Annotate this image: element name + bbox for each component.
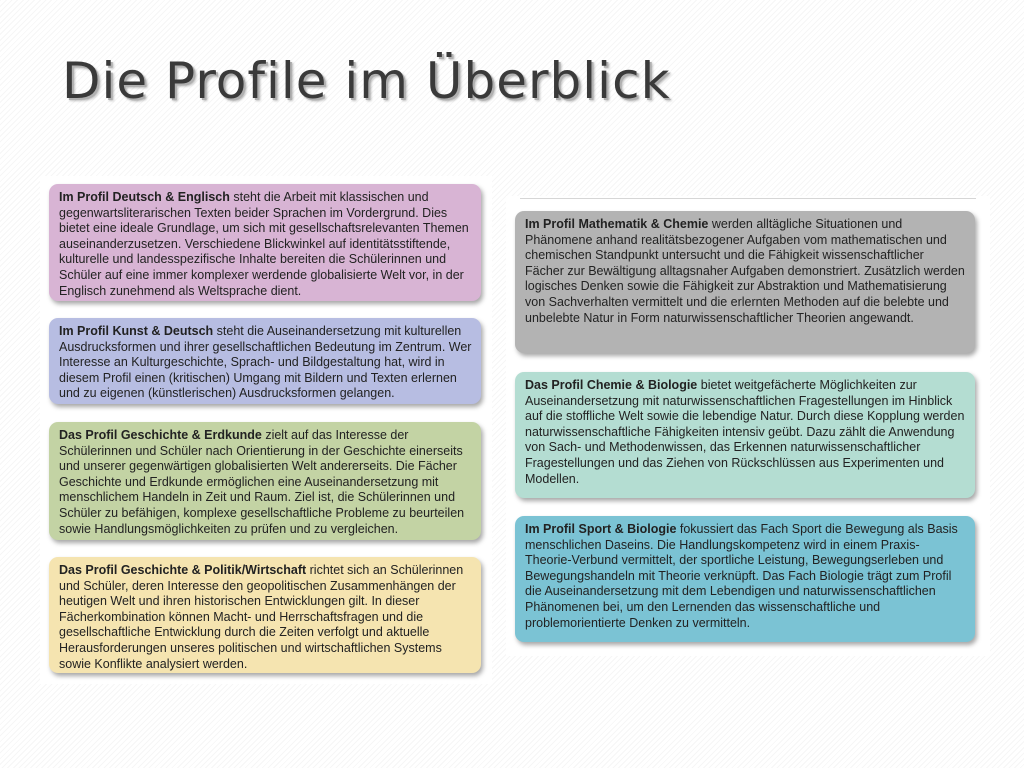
profile-description bbox=[59, 190, 472, 299]
profile-description bbox=[59, 428, 472, 537]
profile-box-geschichte-erdkunde bbox=[49, 422, 481, 540]
column-divider bbox=[520, 198, 976, 199]
profile-heading: Das Profil Geschichte & Erdkunde bbox=[59, 428, 262, 442]
profile-text: zielt auf das Interesse der Schülerinnen und Schüler nach Orientierung in der Geschichte einerseits und unserer gegenwärtigen globalisierten Welt andererseits. Die Fächer Geschichte und Erdkunde ermöglichen eine Auseinandersetzung mit menschlichem Handeln in Zeit und Raum. Ziel ist, die Schülerinnen und Schüler zu befähigen, komplexe gesellschaftliche Probleme zu beurteilen sowie Handlungsmöglichkeiten zu prüfen und zu vergleichen. bbox=[59, 428, 465, 536]
profile-box-chemie-biologie bbox=[515, 372, 975, 498]
profile-text: bietet weitgefächerte Möglichkeiten zur Auseinandersetzung mit naturwissenschaftlichen Fragestellungen im Hinblick auf die stoffliche Welt sowie die lebendige Natur. Durch diese Kopplung werden naturwissenschaftliche Fähigkeiten intensiv geübt. Dazu zählt die Anwendung von Sach- und Methodenwissen, das Erkennen naturwissenschaftlicher Fragestellungen und das Ziehen von Rückschlüssen aus Experimenten und Modellen. bbox=[525, 378, 965, 486]
profile-heading: Das Profil Geschichte & Politik/Wirtschaft bbox=[59, 563, 307, 577]
profile-description bbox=[525, 217, 966, 326]
profile-heading: Im Profil Sport & Biologie bbox=[525, 522, 677, 536]
profile-box-deutsch-englisch bbox=[49, 184, 481, 301]
profile-text: werden alltägliche Situationen und Phänomene anhand realitätsbezogener Aufgaben vom mathematischen und chemischen Standpunkt untersucht und die Fähigkeit wissenschaftlicher Fächer zur Bewältigung alltagsnaher Aufgaben demonstriert. Zusätzlich werden logisches Denken sowie die Fähigkeit zur Abstraktion und Mathematisierung von Sachverhalten vermittelt und die erlernten Methoden auf die belebte und unbelebte Natur in Form naturwissenschaftlicher Theorien angewandt. bbox=[525, 217, 965, 325]
profile-heading: Das Profil Chemie & Biologie bbox=[525, 378, 698, 392]
profile-text: richtet sich an Schülerinnen und Schüler, deren Interesse den geopolitischen Zusammenhängen der heutigen Welt und ihren historischen Entwicklungen gilt. In dieser Fächerkombination können Macht- und Herrschaftsfragen und die gesellschaftliche Entwicklung durch die Zeiten verfolgt und aktuelle Herausforderungen unseres politischen und wirtschaftlichen Systems sowie Konflikte analysiert werden. bbox=[59, 563, 464, 671]
profile-box-kunst-deutsch bbox=[49, 318, 481, 404]
profile-description bbox=[525, 378, 966, 487]
profile-description bbox=[59, 324, 472, 402]
slide-title: Die Profile im Überblick bbox=[62, 52, 671, 110]
profile-text: steht die Auseinandersetzung mit kulturellen Ausdrucksformen und ihrer gesellschaftlichen Bedeutung im Zentrum. Wer Interesse an Kulturgeschichte, Sprach- und Bildgestaltung hat, wird in diesem Profil einen (kritischen) Umgang mit Bildern und Texten erlernen und zu eigenen (künstlerischen) Ausdrucksformen gelangen. bbox=[59, 324, 472, 401]
left-profile-column bbox=[40, 176, 492, 684]
right-profile-column bbox=[506, 196, 990, 656]
profile-description bbox=[525, 522, 966, 631]
profile-heading: Im Profil Deutsch & Englisch bbox=[59, 190, 230, 204]
profile-box-mathematik-chemie bbox=[515, 211, 975, 353]
profile-description bbox=[59, 563, 472, 672]
profile-heading: Im Profil Mathematik & Chemie bbox=[525, 217, 709, 231]
profile-box-sport-biologie bbox=[515, 516, 975, 642]
profile-box-geschichte-politik bbox=[49, 557, 481, 673]
profile-text: fokussiert das Fach Sport die Bewegung als Basis menschlichen Daseins. Die Handlungskompetenz wird in einem Praxis-Theorie-Verbund vermittelt, der sportliche Leistung, Bewegungserleben und Bewegungshandeln mit Theorie verknüpft. Das Fach Biologie trägt zum Profil die Auseinandersetzung mit dem Lebendigen und naturwissenschaftlichen Phänomenen bei, um den Lernenden das wissenschaftliche und problemorientierte Denken zu vermitteln. bbox=[525, 522, 958, 630]
profile-heading: Im Profil Kunst & Deutsch bbox=[59, 324, 214, 338]
profile-text: steht die Arbeit mit klassischen und gegenwartsliterarischen Texten beider Sprachen im Vordergrund. Dies bietet eine ideale Grundlage, um sich mit gesellschaftsrelevanten Themen auseinanderzusetzen. Verschiedene Blickwinkel auf identitätsstiftende, kulturelle und landesspezifische Inhalte bereiten die Schülerinnen und Schüler auf eine immer komplexer werdende globalisierte Welt vor, in der Englisch zunehmend als Weltsprache dient. bbox=[59, 190, 469, 298]
